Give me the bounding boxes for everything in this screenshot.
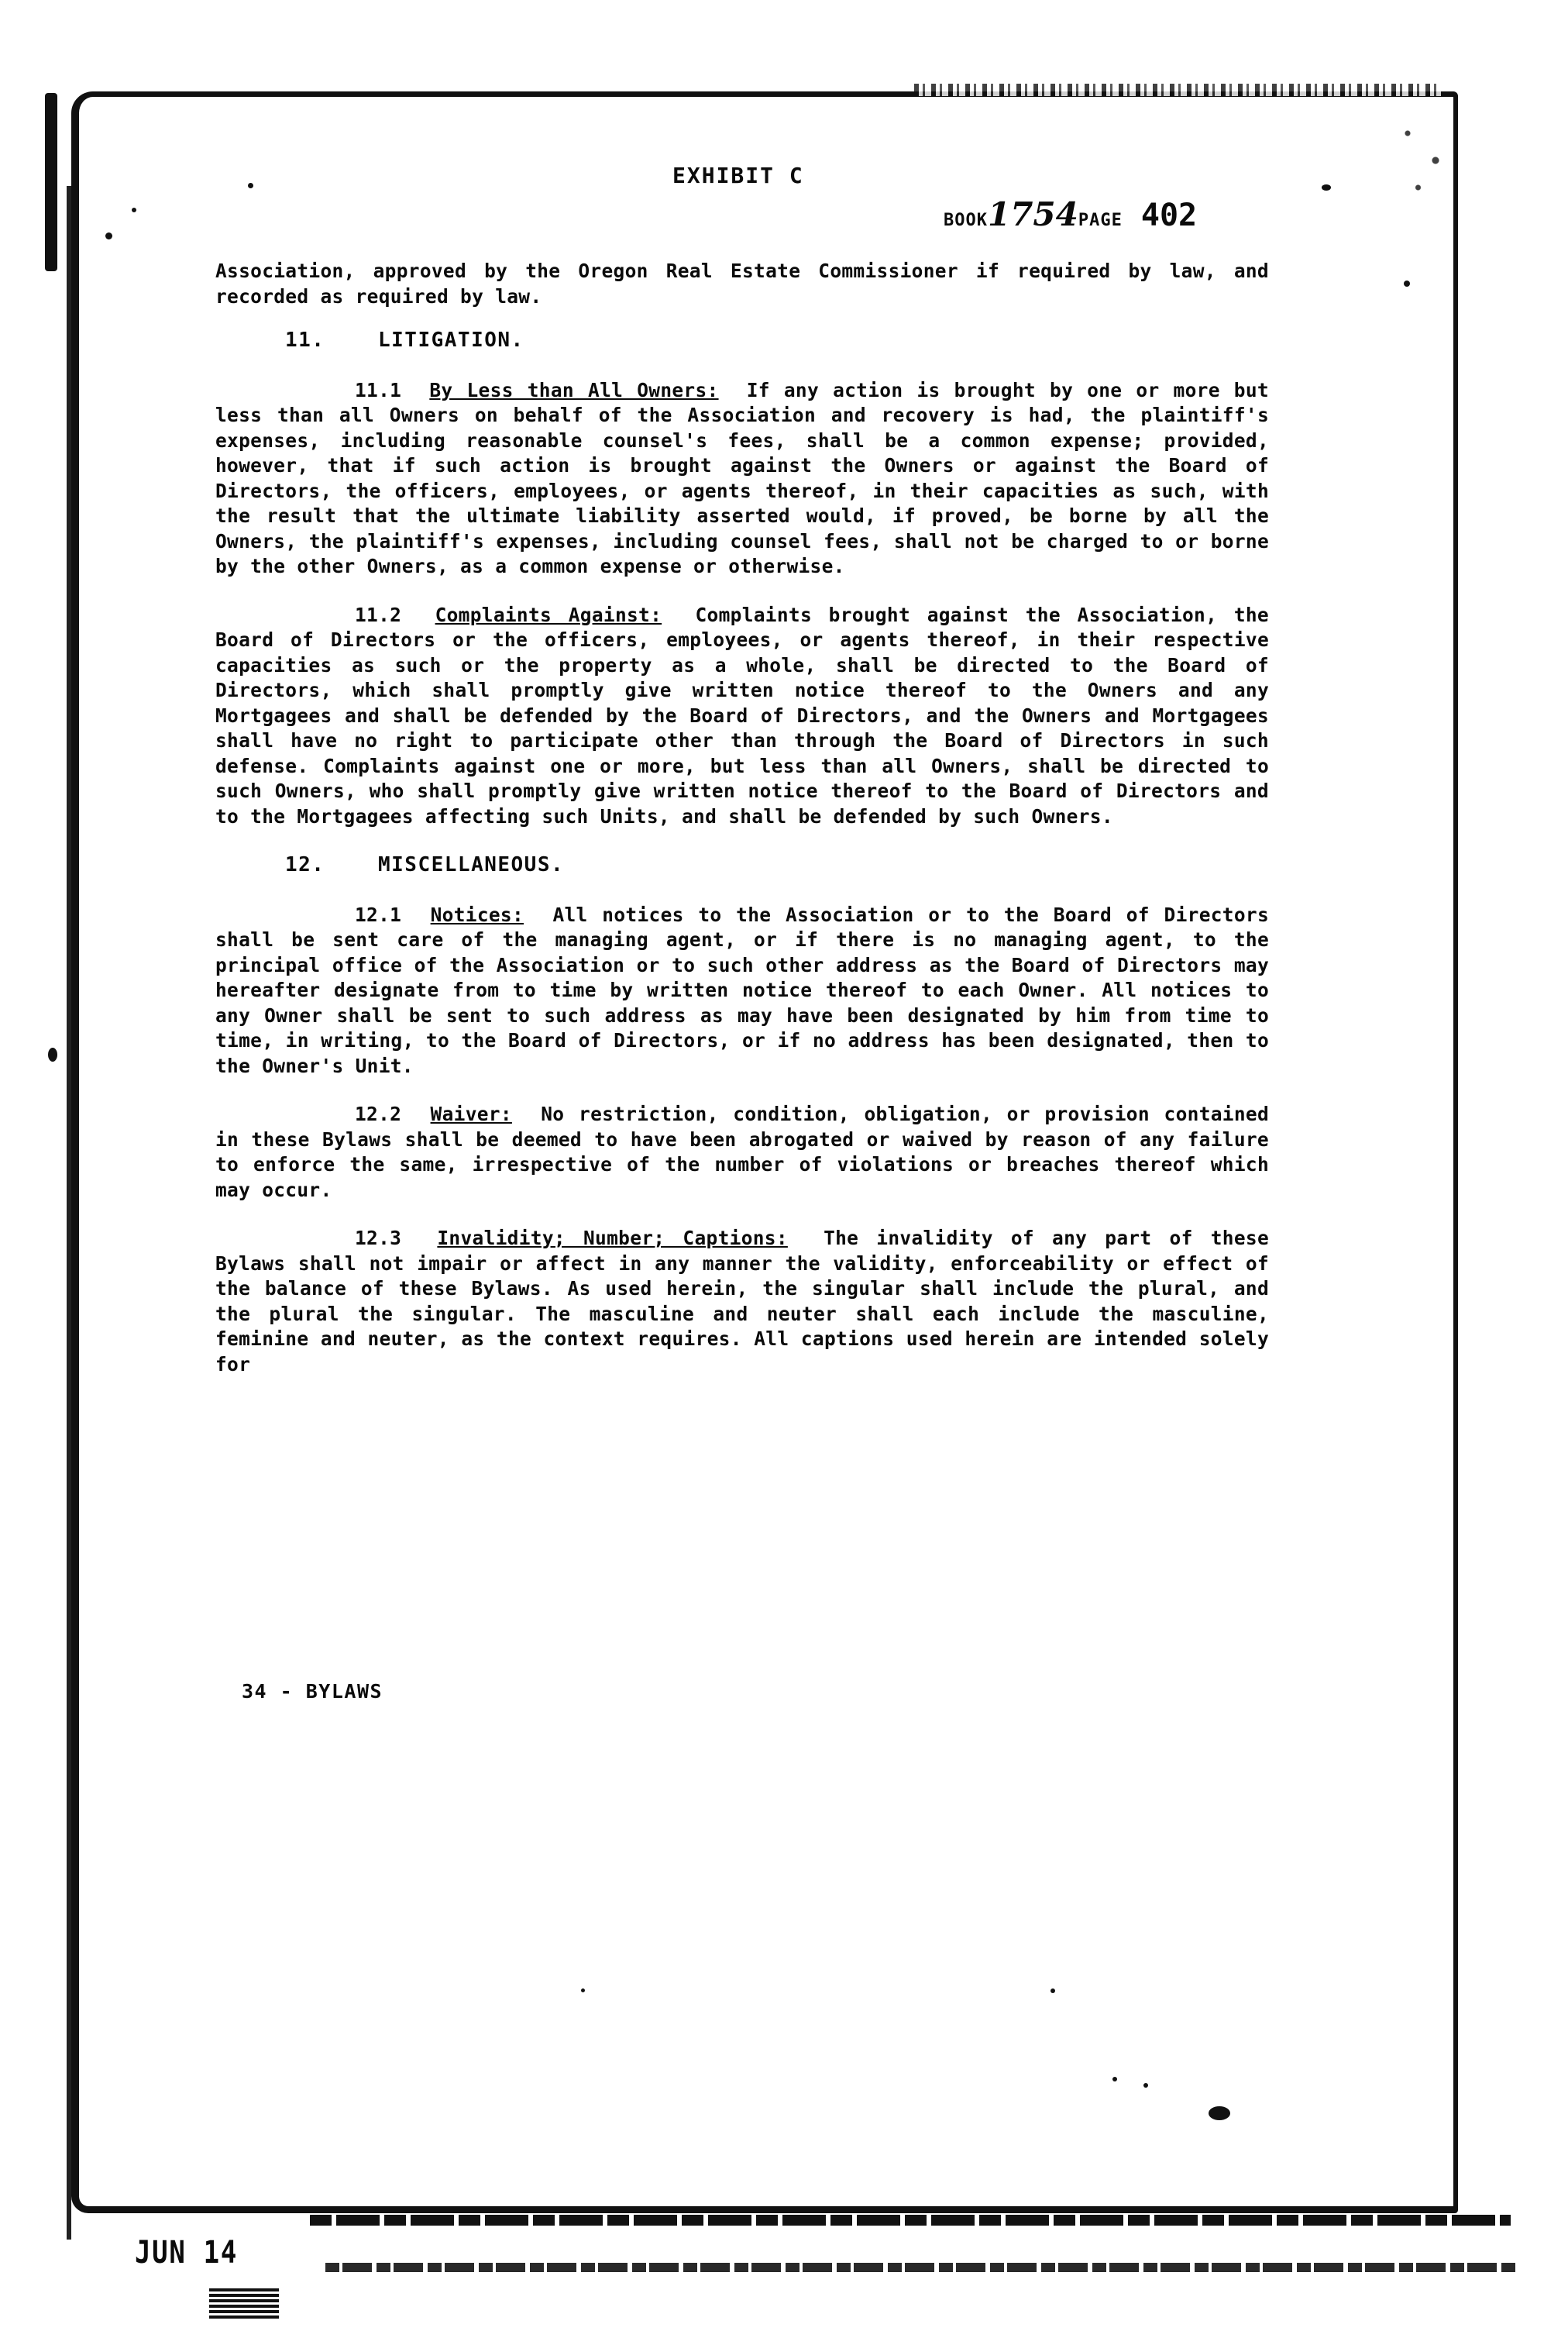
paragraph-text: Complaints brought against the Association, the Board of Directors or the officers, employees, or agents thereof, in their respective capacities as such or the property as a whole, shall be directed to the Board of Directors, which shall promptly give written notice thereof to the Owners and any Mortgagees and shall be defended by the Board of Directors, and the Owners and Mortgagees shall have no right to participate other than through the Board of Directors in such defense. Complaints against one or more, but less than all Owners, shall be directed to such Owners, who shall promptly give written notice thereof to the Board of Directors and to the Mortgagees affecting such Units, and shall be defended by such Owners. <box>215 603 1269 828</box>
scan-top-noise <box>914 84 1441 96</box>
scan-speck <box>132 208 136 212</box>
scan-edge-bar <box>45 93 57 271</box>
exhibit-label: EXHIBIT C <box>672 163 804 188</box>
book-label: BOOK <box>944 211 988 230</box>
book-page-reference <box>944 195 1197 233</box>
paragraph-number: 12.2 <box>355 1103 402 1125</box>
scan-speck <box>48 1048 57 1062</box>
scan-speck <box>1112 2077 1117 2081</box>
scan-speck <box>581 1988 585 1992</box>
scan-bottom-block <box>209 2288 279 2319</box>
section-heading-litigation <box>285 328 1269 353</box>
paragraph-text: No restriction, condition, obligation, or provision contained in these Bylaws shall be deemed to have been abrogated or waived by reason of any failure to enforce the same, irrespective of the number of violations or breaches thereof which may occur. <box>215 1103 1269 1201</box>
paragraph-text: All notices to the Association or to the Board of Directors shall be sent care of the managing agent, or if there is no managing agent, to the principal office of the Association or to such other address as the Board of Directors may hereafter designate from to time by written notice thereof to each Owner. All notices to any Owner shall be sent to such address as may have been designated by him from time to time, in writing, to the Board of Directors, or if no address has been designated, then to the Owner's Unit. <box>215 903 1269 1077</box>
recording-date-stamp: JUN 14 <box>135 2235 239 2271</box>
section-number: 12. <box>285 853 325 876</box>
section-heading-miscellaneous <box>285 852 1269 878</box>
paragraph-title: Notices: <box>430 903 524 926</box>
scan-corner-grain <box>1387 101 1456 209</box>
paragraph-title: Complaints Against: <box>435 603 662 626</box>
paragraph-title: By Less than All Owners: <box>429 378 719 401</box>
section-number: 11. <box>285 329 325 352</box>
scan-speck <box>1143 2083 1148 2088</box>
scan-speck <box>248 183 253 188</box>
scan-speck <box>1050 1988 1055 1993</box>
paragraph-12-2 <box>215 1102 1269 1203</box>
paragraph-number: 11.2 <box>355 603 402 626</box>
scan-speck <box>1404 281 1410 287</box>
scan-speck <box>105 232 112 239</box>
paragraph-title: Waiver: <box>430 1103 512 1125</box>
page-footer: 34 - BYLAWS <box>242 1680 383 1703</box>
section-title: LITIGATION. <box>378 329 524 352</box>
scan-speck <box>1322 184 1331 191</box>
scan-bottom-strip-lower <box>325 2263 1518 2272</box>
paragraph-12-3 <box>215 1226 1269 1377</box>
page-label: PAGE <box>1078 211 1123 230</box>
book-number: 1754 <box>987 195 1078 233</box>
section-title: MISCELLANEOUS. <box>378 853 565 876</box>
paragraph-11-1 <box>215 378 1269 580</box>
paragraph-number: 12.1 <box>355 903 402 926</box>
page-number: 402 <box>1140 198 1198 233</box>
paragraph-text: The invalidity of any part of these Bylaws shall not impair or affect in any manner the validity, enforceability or effect of the balance of these Bylaws. As used herein, the singular shall include the plural, and the plural the singular. The masculine and neuter shall each include the masculine, feminine and neuter, as the context requires. All captions used herein are intended solely for <box>215 1227 1269 1376</box>
paragraph-number: 11.1 <box>355 378 402 401</box>
paragraph-12-1 <box>215 903 1269 1079</box>
scan-speck <box>1209 2106 1230 2120</box>
paragraph-title: Invalidity; Number; Captions: <box>437 1227 788 1249</box>
paragraph-11-2 <box>215 603 1269 830</box>
paragraph-number: 12.3 <box>355 1227 402 1249</box>
paragraph-text: If any action is brought by one or more but less than all Owners on behalf of the Association and recovery is had, the plaintiff's expenses, including reasonable counsel's fees, shall be a common expense; provided, however, that if such action is brought against the Owners or against the Board of Directors, the officers, employees, or agents thereof, in their capacities as such, with the result that the ultimate liability asserted would, if proved, be borne by all the Owners, the plaintiff's expenses, including counsel fees, shall not be charged to or borne by the other Owners, as a common expense or otherwise. <box>215 378 1269 577</box>
scan-bottom-strip <box>310 2215 1511 2226</box>
continued-paragraph: Association, approved by the Oregon Real Estate Commissioner if required by law, and recorded as required by law. <box>215 260 1269 308</box>
document-body <box>215 259 1269 1400</box>
